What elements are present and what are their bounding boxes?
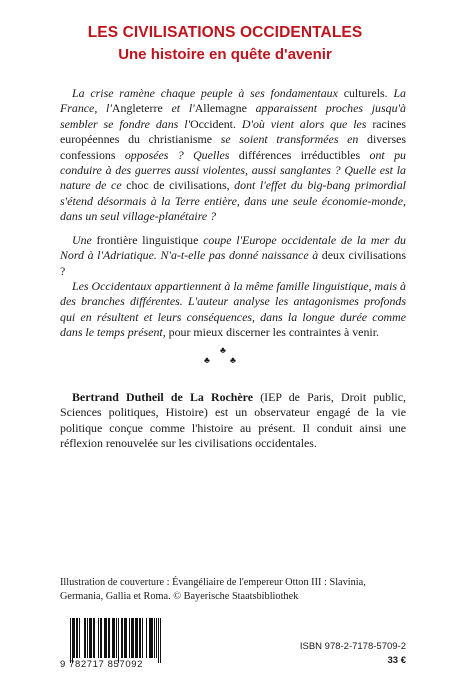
blurb-paragraph-2 <box>60 233 406 279</box>
text-run: opposées ? Quelles <box>124 147 239 162</box>
clover-separator <box>204 346 244 376</box>
text-run: pour mieux discerner les contraintes à venir. <box>168 325 379 340</box>
clover-icon: ♣ <box>230 355 236 365</box>
author-bio <box>60 390 406 452</box>
author-name: Bertrand Dutheil de La Rochère <box>72 390 254 404</box>
text-run: se soient transformées en <box>220 132 368 147</box>
text-run: ramène chaque peuple à ses fondamentaux <box>119 86 344 100</box>
book-subtitle: Une histoire en quête d'avenir <box>118 46 332 63</box>
text-run: ont pu conduire à des guerres aussi violentes, aussi sanglantes ? Quelle est la nature de ce <box>60 147 406 193</box>
text-run: Occident. <box>190 116 242 131</box>
isbn: ISBN 978-2-7178-5709-2 <box>299 641 406 652</box>
text-run: Allemagne <box>194 101 256 116</box>
barcode <box>60 618 162 670</box>
text-run: Angleterre <box>111 101 172 116</box>
clover-icon: ♣ <box>204 355 210 365</box>
clover-icon: ♣ <box>220 345 226 355</box>
blurb-paragraph-1 <box>60 86 406 225</box>
text-run: différences irréductibles <box>238 147 370 162</box>
price: 33 € <box>387 655 406 666</box>
blurb-paragraph-3 <box>60 279 406 341</box>
barcode-number: 9 782717 857092 <box>60 659 143 670</box>
text-run: racines européennes du christianisme <box>60 116 406 147</box>
text-run: et l' <box>171 101 195 116</box>
book-title: LES CIVILISATIONS OCCIDENTALES <box>87 24 363 41</box>
text-run: La crise <box>72 86 120 100</box>
text-run: Les Occidentaux appartiennent à la même famille linguistique, mais à des branches différentes. L'auteur analyse les antagonismes profonds qui en résultent et leurs conséquences, dans la longue durée comme dans le temps présent, <box>60 279 406 340</box>
text-run: apparaissent proches jusqu'à sembler se fondre dans l' <box>60 101 407 131</box>
text-run: culturels. <box>343 86 394 100</box>
text-run: frontière linguistique <box>96 233 204 247</box>
text-run: Une <box>72 233 97 247</box>
text-run: dont l'effet du big-bang primordial s'étend désormais à la Terre entière, dans une seule économie-monde, dans un seul village-planétaire ? <box>60 178 406 224</box>
text-run: deux civilisations ? <box>60 248 406 278</box>
text-run: D'où vient alors que les <box>241 116 373 131</box>
text-run: coupe l'Europe occidentale de la mer du Nord à l'Adriatique. N'a-t-elle pas donné naissance à <box>60 233 406 263</box>
author-bio-text: (IEP de Paris, Droit public, Sciences politiques, Histoire) est un observateur engagé de la vie politique conçue comme l'histoire au présent. Il conduit ainsi une réflexion renouvelée sur les civilisations occidentales. <box>60 390 406 451</box>
cover-credit: Illustration de couverture : Évangéliaire de l'empereur Otton III : Slavinia, Germania, Gallia et Roma. © Bayerische Staatsbibliothek <box>60 577 366 602</box>
text-run: choc de civilisations, <box>126 178 235 193</box>
text-run: diverses confessions <box>60 132 406 162</box>
barcode-bars <box>70 618 162 658</box>
text-run: La France, l' <box>60 86 406 116</box>
